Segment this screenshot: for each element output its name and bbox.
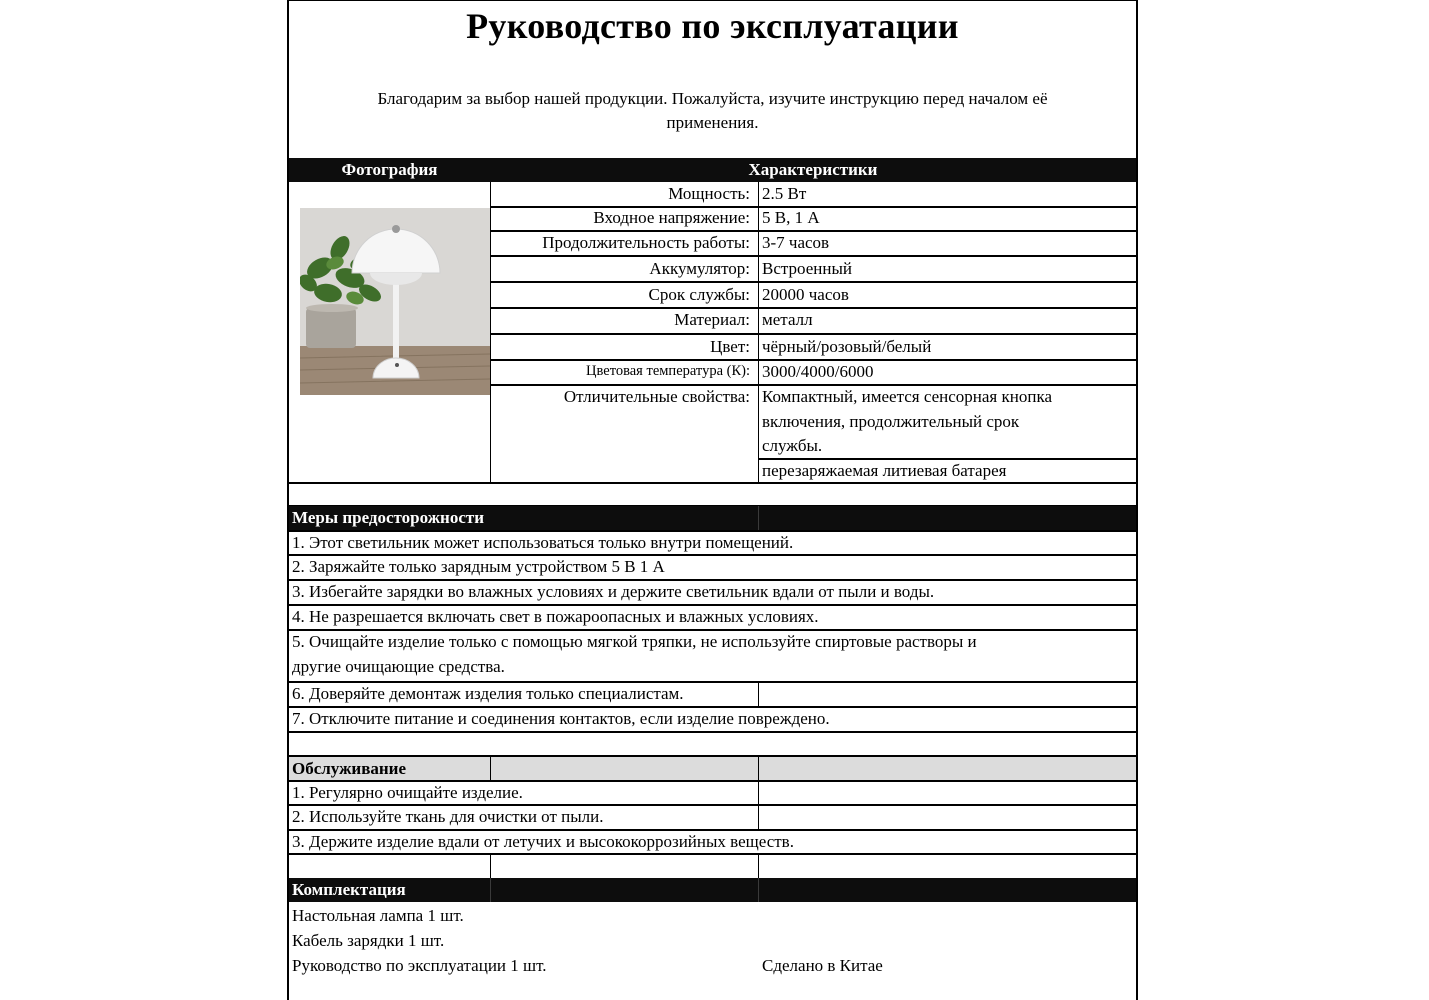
spec-row-line (490, 281, 1136, 283)
maintenance-item-2: 2. Используйте ткань для очистки от пыли. (292, 807, 604, 826)
divider (289, 530, 1136, 532)
cell-divider (490, 854, 491, 879)
spec-value-power: 2.5 Вт (762, 184, 807, 203)
made-in-label: Сделано в Китае (762, 956, 883, 975)
header-divider (758, 878, 759, 902)
spec-value-color: чёрный/розовый/белый (762, 337, 932, 356)
spec-value-color-temp: 3000/4000/6000 (762, 362, 874, 381)
intro-text (309, 87, 1116, 135)
divider (289, 853, 1136, 855)
specs-col-divider-1 (490, 182, 491, 482)
divider (289, 731, 1136, 733)
spec-value-material: металл (762, 310, 813, 329)
header-divider (758, 757, 759, 780)
spec-value-battery: Встроенный (762, 259, 852, 278)
product-photo (300, 208, 490, 395)
specs-header: Характеристики (748, 160, 878, 179)
divider (289, 706, 1136, 708)
intro-line-2: применения. (666, 113, 759, 132)
maintenance-header: Обслуживание (292, 759, 407, 778)
spec-value-voltage: 5 В, 1 А (762, 208, 820, 227)
spec-label-voltage: Входное напряжение: (593, 208, 750, 227)
spec-label-lifetime: Срок службы: (648, 285, 750, 304)
divider (289, 554, 1136, 556)
spec-table-bottom (289, 482, 1136, 484)
maintenance-item-3: 3. Держите изделие вдали от летучих и высококоррозийных веществ. (292, 832, 794, 851)
spec-label-color: Цвет: (710, 337, 750, 356)
divider (289, 681, 1136, 683)
page-title: Руководство по эксплуатации (466, 6, 959, 46)
divider (289, 780, 1136, 782)
spec-label-power: Мощность: (668, 184, 750, 203)
package-header: Комплектация (292, 880, 406, 899)
header-divider (490, 757, 491, 780)
precaution-item-7: 7. Отключите питание и соединения контактов, если изделие повреждено. (292, 709, 830, 728)
precaution-item-5: 5. Очищайте изделие только с помощью мягкой тряпки, не используйте спиртовые растворы и (292, 632, 977, 651)
spec-row-line (490, 230, 1136, 232)
specs-col-divider-2 (758, 182, 759, 482)
divider (289, 604, 1136, 606)
spec-value-runtime: 3-7 часов (762, 233, 830, 252)
precaution-item-4: 4. Не разрешается включать свет в пожароопасных и влажных условиях. (292, 607, 819, 626)
manual-sheet (287, 0, 1138, 1000)
precaution-item-2: 2. Заряжайте только зарядным устройством 5 В 1 А (292, 557, 665, 576)
spec-label-color-temp: Цветовая температура (К): (586, 363, 750, 379)
photo-header: Фотография (341, 160, 438, 179)
spec-row-line (490, 255, 1136, 257)
spec-value-lifetime: 20000 часов (762, 285, 849, 304)
cell-divider (758, 682, 759, 706)
spec-label-runtime: Продолжительность работы: (542, 233, 750, 252)
header-divider (490, 878, 491, 902)
spec-value-rechargeable: перезаряжаемая литиевая батарея (762, 461, 1007, 480)
precaution-item-5-cont: другие очищающие средства. (292, 657, 505, 676)
header-divider (758, 506, 759, 530)
spec-value-features-line-1: Компактный, имеется сенсорная кнопка (762, 387, 1053, 406)
package-item-1: Настольная лампа 1 шт. (292, 906, 464, 925)
cell-divider (758, 854, 759, 879)
spec-label-material: Материал: (674, 310, 750, 329)
package-item-2: Кабель зарядки 1 шт. (292, 931, 445, 950)
package-item-3: Руководство по эксплуатации 1 шт. (292, 956, 547, 975)
spec-row-line (490, 359, 1136, 361)
spec-row-line (490, 333, 1136, 335)
spec-value-features-line-2: включения, продолжительный срок (762, 412, 1020, 431)
maintenance-item-1: 1. Регулярно очищайте изделие. (292, 783, 523, 802)
spec-row-line (758, 458, 1136, 460)
spec-label-battery: Аккумулятор: (649, 259, 750, 278)
lamp-image (300, 208, 490, 395)
spec-value-features-line-3: службы. (762, 436, 823, 455)
divider (289, 579, 1136, 581)
divider (289, 804, 1136, 806)
specs-header-row (289, 158, 1136, 182)
divider (289, 629, 1136, 631)
precautions-header-row (289, 506, 1136, 530)
precaution-item-6: 6. Доверяйте демонтаж изделия только специалистам. (292, 684, 684, 703)
divider (289, 829, 1136, 831)
spec-row-line (490, 384, 1136, 386)
precautions-header: Меры предосторожности (292, 508, 485, 527)
precaution-item-1: 1. Этот светильник может использоваться только внутри помещений. (292, 533, 794, 552)
maintenance-header-row (289, 757, 1136, 780)
spec-row-line (490, 307, 1136, 309)
precaution-item-3: 3. Избегайте зарядки во влажных условиях и держите светильник вдали от пыли и воды. (292, 582, 935, 601)
package-header-row (289, 878, 1136, 902)
intro-line-1: Благодарим за выбор нашей продукции. Пожалуйста, изучите инструкцию перед началом её (377, 89, 1048, 108)
spec-label-features: Отличительные свойства: (563, 387, 750, 406)
